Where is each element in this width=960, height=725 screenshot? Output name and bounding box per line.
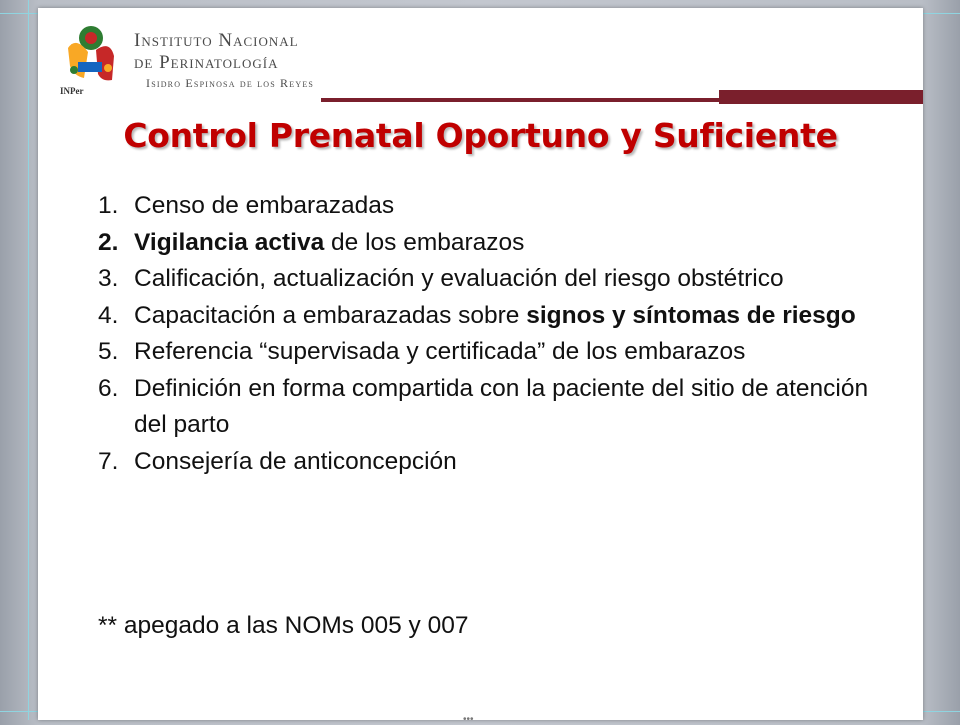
inper-logo-icon [56, 18, 126, 98]
list-item [98, 371, 888, 444]
list-item [98, 261, 888, 298]
footnote: ** apegado a las NOMs 005 y 007 [98, 612, 469, 639]
list-item-text: Censo de embarazadas [134, 192, 395, 219]
list-item-number: 7. [98, 447, 119, 475]
institution-name [134, 30, 314, 92]
list-item [98, 334, 888, 371]
list-item [98, 225, 888, 262]
list-item-text: signos y síntomas de riesgo [526, 301, 856, 329]
logo-caption: INPer [60, 86, 84, 96]
list-item-text: Vigilancia activa [134, 228, 325, 256]
list-item [98, 444, 888, 481]
slide [38, 8, 923, 720]
list-item-text: Calificación, actualización y evaluación del riesgo obstétrico [134, 265, 784, 292]
numbered-list [98, 188, 888, 480]
institution-line1: Instituto Nacional [134, 30, 299, 51]
list-item-text: de los embarazos [324, 228, 525, 256]
list-item-text: Consejería de anticoncepción [134, 447, 457, 475]
ellipsis-indicator: ••• [463, 714, 474, 725]
institution-line2: de Perinatología [134, 52, 279, 73]
list-item [98, 298, 888, 335]
left-guide-line [28, 0, 29, 720]
list-item-text: Referencia “supervisada y certificada” de los embarazos [134, 338, 746, 365]
list-item-number: 1. [98, 192, 119, 219]
slide-title: Control Prenatal Oportuno y Suficiente [123, 116, 838, 155]
list-item-text: Definición en forma compartida con la paciente del sitio de atención del parto [134, 374, 869, 438]
accent-bar-thin [321, 98, 766, 102]
list-item [98, 188, 888, 225]
list-item-text: Capacitación a embarazadas sobre [134, 301, 527, 329]
list-item-number: 6. [98, 374, 119, 402]
accent-bar-thick [719, 90, 923, 104]
list-item-number: 2. [98, 228, 119, 256]
list-item-number: 3. [98, 265, 119, 292]
list-item-number: 5. [98, 338, 119, 365]
list-item-number: 4. [98, 301, 119, 329]
institution-line3: Isidro Espinosa de los Reyes [146, 76, 315, 90]
